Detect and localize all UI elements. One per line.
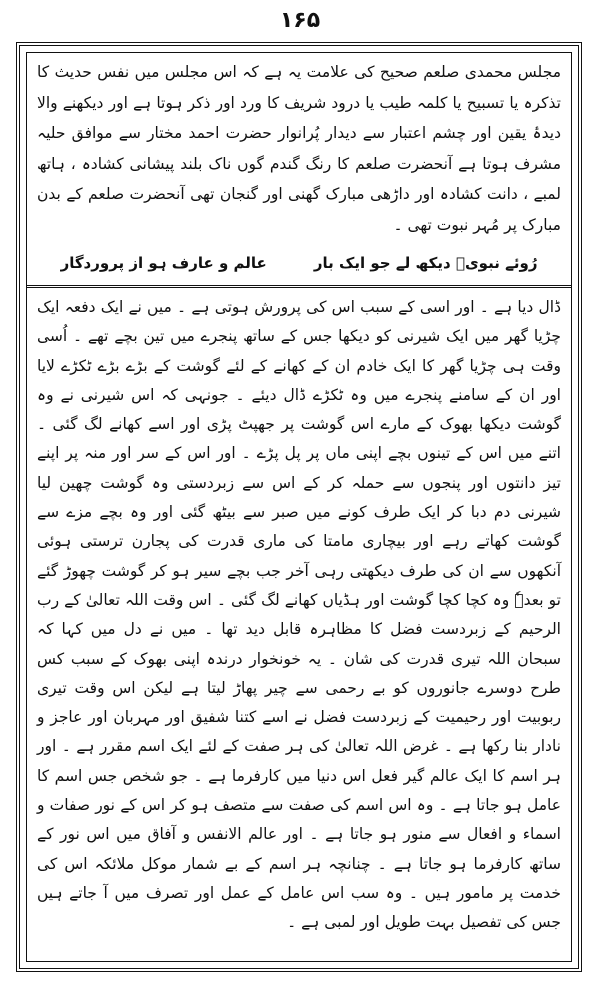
top-passage-text: مجلس محمدی صلعم صحیح کی علامت یہ ہے کہ اس مجلس میں نفس حدیث کا تذکرہ یا تسبیح یا کلمہ طیب یا درود شریف کا ورد اور ذکر ہوتا ہے اور دیکھنے والا دیدۂ یقین اور چشم اعتبار سے دیدار پُرانوار حضرت احمد مختار سے موافق حلیہ مشرف ہوتا ہے آنحضرت صلعم کا رنگ گندم گوں ناک بلند پیشانی کشادہ ، ہاتھ لمبے ، دانت کشادہ اور داڑھی مبارک گھنی اور گنجان تھی آنحضرت صلعم کے بدن مبارک پر مُہر نبوت تھی ۔ bbox=[37, 63, 561, 234]
verse-right-hemistich: رُوئے نبویؐ دیکھ لے جو ایک بار bbox=[313, 254, 538, 272]
bottom-passage-text: ڈال دیا ہے ۔ اور اسی کے سبب اس کی پرورش ہوتی ہے ۔ میں نے ایک دفعہ ایک چڑیا گھر میں ایک شیرنی کو دیکھا جس کے ساتھ پنجرے میں تین بچے تھے ۔ اُسی وقت ہی چڑیا گھر کا ایک خادم ان کے کھانے کے لئے گوشت کے بڑے بڑے ٹکڑے لایا اور ان کے سامنے پنجرے میں وہ ٹکڑے ڈال دیئے ۔ جونہی کہ اس شیرنی نے وہ گوشت دیکھا بھوک کے مارے اس گوشت پر جھپٹ پڑی اور اسے کھانے لگ گئی ۔ اتنے میں اس کے تینوں بچے اپنی ماں پر پل پڑے ۔ اور اس کے سر اور منہ پر اپنے تیز دانتوں اور پنجوں سے حملہ کر کے اس سے زبردستی وہ گوشت چھین لیا شیرنی دم دبا کر ایک طرف کونے میں صبر سے بیٹھ گئی اور وہ بچے مزے سے گوشت کھاتے رہے اور بیچاری مامتا کی ماری قدرت کی پجارن ترستی ہوئی آنکھوں سے ان کی طرف دیکھتی رہی آخر جب بچے سیر ہو کر گوشت چھوڑ گئے تو بعدہٗ وہ کچا کچا گوشت اور ہڈیاں کھانے لگ گئی ۔ اس وقت اللہ تعالیٰ کے رب الرحیم کے زبردست فضل کا مظاہرہ قابل دید تھا ۔ میں نے دل میں کہا کہ سبحان اللہ تیری قدرت کی شان ۔ یہ خونخوار درندہ اپنی بھوک کے سبب کس طرح دوسرے جانوروں کو بے رحمی سے چیر پھاڑ لیتا ہے لیکن اس وقت تیری ربوبیت اور رحیمیت کے زبردست فضل نے اسے کتنا شفیق اور مہربان اور عاجز و نادار بنا رکھا ہے ۔ غرض اللہ تعالیٰ کی ہر صفت کے لئے ایک اسم مقرر ہے ۔ اور ہر اسم کا ایک عالم گیر فعل اس دنیا میں کارفرما ہے ۔ جو شخص جس اسم کا عامل ہو جاتا ہے ۔ وہ اس اسم کی صفت سے متصف ہو کر اس کے نور صفات و اسماء و افعال سے منور ہو جاتا ہے ۔ اور عالم الانفس و آفاق میں اس نور کے ساتھ کارفرما ہو جاتا ہے ۔ چنانچہ ہر اسم کے بے شمار موکل ملائکہ اس کی خدمت پر مامور ہیں ۔ وہ سب اس عامل کے عمل اور تصرف میں آ جاتے ہیں جس کی تفصیل بہت طویل اور لمبی ہے ۔ bbox=[37, 298, 561, 932]
section-divider bbox=[27, 285, 571, 288]
bottom-passage bbox=[37, 293, 561, 955]
page-number: ۱۶۵ bbox=[279, 8, 321, 33]
top-passage bbox=[37, 57, 561, 245]
inner-border bbox=[26, 52, 572, 962]
verse-left-hemistich: عالم و عارف ہو از پروردگار bbox=[60, 254, 267, 272]
verse-couplet bbox=[37, 247, 561, 279]
page-frame bbox=[16, 42, 582, 972]
